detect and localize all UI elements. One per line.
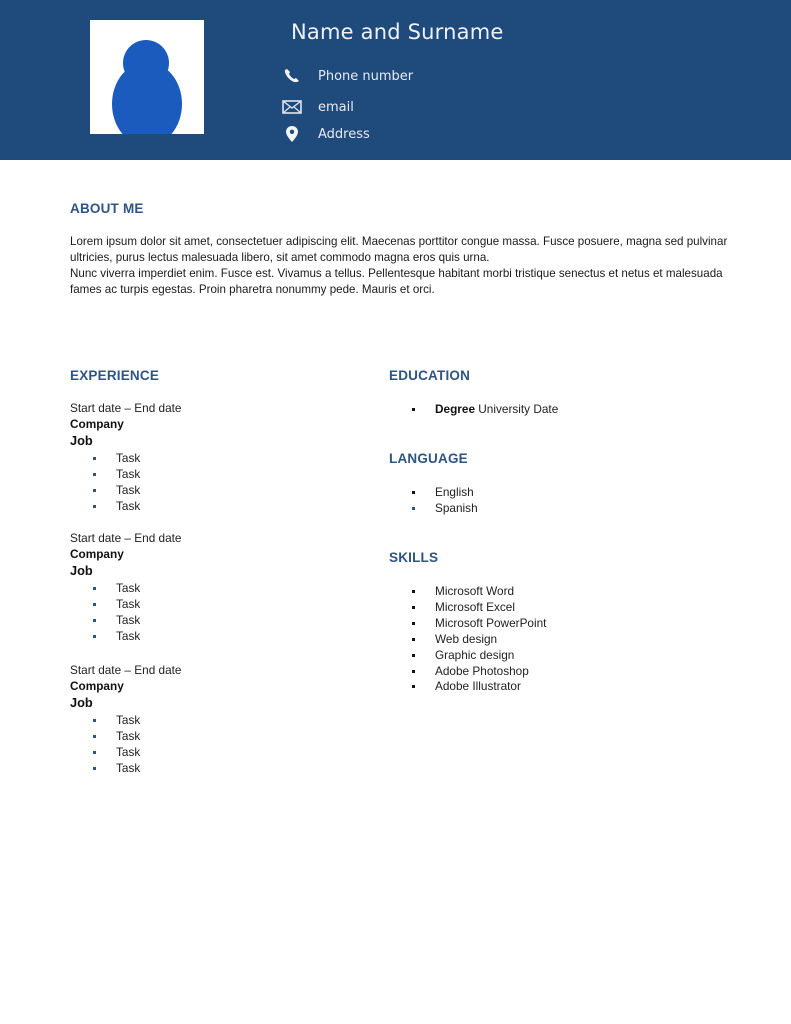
language-item	[389, 501, 719, 517]
skill-text: Adobe Illustrator	[435, 679, 521, 694]
task-item	[70, 499, 360, 515]
map-pin-icon	[282, 126, 302, 142]
task-text: Task	[116, 628, 141, 643]
task-item	[70, 613, 360, 629]
experience-company: Company	[70, 417, 124, 431]
task-item	[70, 729, 360, 745]
task-text: Task	[116, 581, 141, 595]
skill-text: Web design	[435, 631, 498, 646]
skill-item	[389, 600, 719, 616]
phone-icon	[282, 68, 302, 84]
language-text: English	[435, 485, 474, 499]
envelope-icon	[282, 99, 302, 115]
bullet-icon	[93, 489, 96, 492]
experience-job: Job	[70, 433, 93, 448]
skills-list	[389, 584, 719, 695]
education-degree: Degree	[435, 402, 475, 416]
education-heading: EDUCATION	[389, 368, 471, 383]
task-item	[70, 629, 360, 645]
bullet-icon	[412, 491, 415, 494]
skill-item	[389, 632, 719, 648]
about-paragraph: Nunc viverra imperdiet enim. Fusce est. Vivamus a tellus. Pellentesque habitant morbi tristique senectus et netus et malesuada fames ac turpis egestas. Proin pharetra nonummy pede. Mauris et orci.	[70, 267, 723, 296]
contact-phone	[282, 68, 414, 84]
bullet-icon	[412, 685, 415, 688]
task-item	[70, 713, 360, 729]
language-heading: LANGUAGE	[389, 451, 468, 466]
bullet-icon	[412, 408, 415, 411]
bullet-icon	[93, 457, 96, 460]
bullet-icon	[412, 590, 415, 593]
about-paragraph: Lorem ipsum dolor sit amet, consectetuer adipiscing elit. Maecenas porttitor congue massa. Fusce posuere, magna sed pulvinar ultricies, purus lectus malesuada libero, sit amet commodo magna eros quis urna.	[70, 235, 728, 264]
language-text: Spanish	[435, 500, 478, 515]
education-item	[389, 402, 719, 418]
full-name: Name and Surname	[291, 20, 504, 44]
task-list	[70, 581, 360, 645]
person-silhouette-icon	[90, 20, 204, 134]
bullet-icon	[93, 505, 96, 508]
task-text: Task	[116, 612, 141, 627]
experience-company: Company	[70, 679, 124, 693]
task-list	[70, 713, 360, 777]
address-text: Address	[318, 126, 370, 142]
task-text: Task	[116, 466, 141, 481]
experience-job: Job	[70, 563, 93, 578]
task-text: Task	[116, 760, 141, 775]
task-list	[70, 451, 360, 515]
header-band	[0, 0, 791, 160]
about-text	[70, 234, 730, 298]
task-item	[70, 581, 360, 597]
experience-job: Job	[70, 695, 93, 710]
skill-item	[389, 679, 719, 695]
bullet-icon	[412, 654, 415, 657]
skill-text: Microsoft Word	[435, 584, 515, 598]
task-item	[70, 451, 360, 467]
task-item	[70, 597, 360, 613]
skill-text: Microsoft PowerPoint	[435, 615, 547, 630]
bullet-icon	[412, 606, 415, 609]
task-text: Task	[116, 728, 141, 743]
education-details: University Date	[478, 402, 559, 416]
task-item	[70, 745, 360, 761]
phone-text: Phone number	[318, 68, 414, 84]
skill-item	[389, 616, 719, 632]
bullet-icon	[93, 719, 96, 722]
task-item	[70, 467, 360, 483]
task-item	[70, 483, 360, 499]
task-text: Task	[116, 498, 141, 513]
education-list	[389, 402, 719, 418]
experience-dates: Start date – End date	[70, 663, 182, 677]
skill-text: Graphic design	[435, 647, 515, 662]
contact-address	[282, 126, 370, 142]
contact-email	[282, 99, 354, 115]
skill-item	[389, 664, 719, 680]
skill-item	[389, 584, 719, 600]
experience-company: Company	[70, 547, 124, 561]
profile-photo	[90, 20, 204, 134]
task-item	[70, 761, 360, 777]
skill-item	[389, 648, 719, 664]
experience-dates: Start date – End date	[70, 531, 182, 545]
experience-heading: EXPERIENCE	[70, 368, 160, 383]
bullet-icon	[93, 619, 96, 622]
bullet-icon	[412, 670, 415, 673]
email-text: email	[318, 99, 354, 115]
task-text: Task	[116, 482, 141, 497]
bullet-icon	[93, 603, 96, 606]
bullet-icon	[93, 735, 96, 738]
bullet-icon	[412, 638, 415, 641]
experience-entry	[70, 662, 360, 777]
skill-text: Microsoft Excel	[435, 599, 515, 614]
experience-entry	[70, 530, 360, 645]
task-text: Task	[116, 713, 141, 727]
bullet-icon	[412, 622, 415, 625]
language-item	[389, 485, 719, 501]
skills-heading: SKILLS	[389, 550, 439, 565]
experience-dates: Start date – End date	[70, 401, 182, 415]
skill-text: Adobe Photoshop	[435, 663, 529, 678]
experience-entry	[70, 400, 360, 515]
bullet-icon	[93, 751, 96, 754]
task-text: Task	[116, 744, 141, 759]
bullet-icon	[412, 507, 415, 510]
bullet-icon	[93, 473, 96, 476]
about-heading: ABOUT ME	[70, 201, 144, 216]
bullet-icon	[93, 767, 96, 770]
task-text: Task	[116, 451, 141, 465]
bullet-icon	[93, 587, 96, 590]
bullet-icon	[93, 635, 96, 638]
language-list	[389, 485, 719, 517]
task-text: Task	[116, 596, 141, 611]
